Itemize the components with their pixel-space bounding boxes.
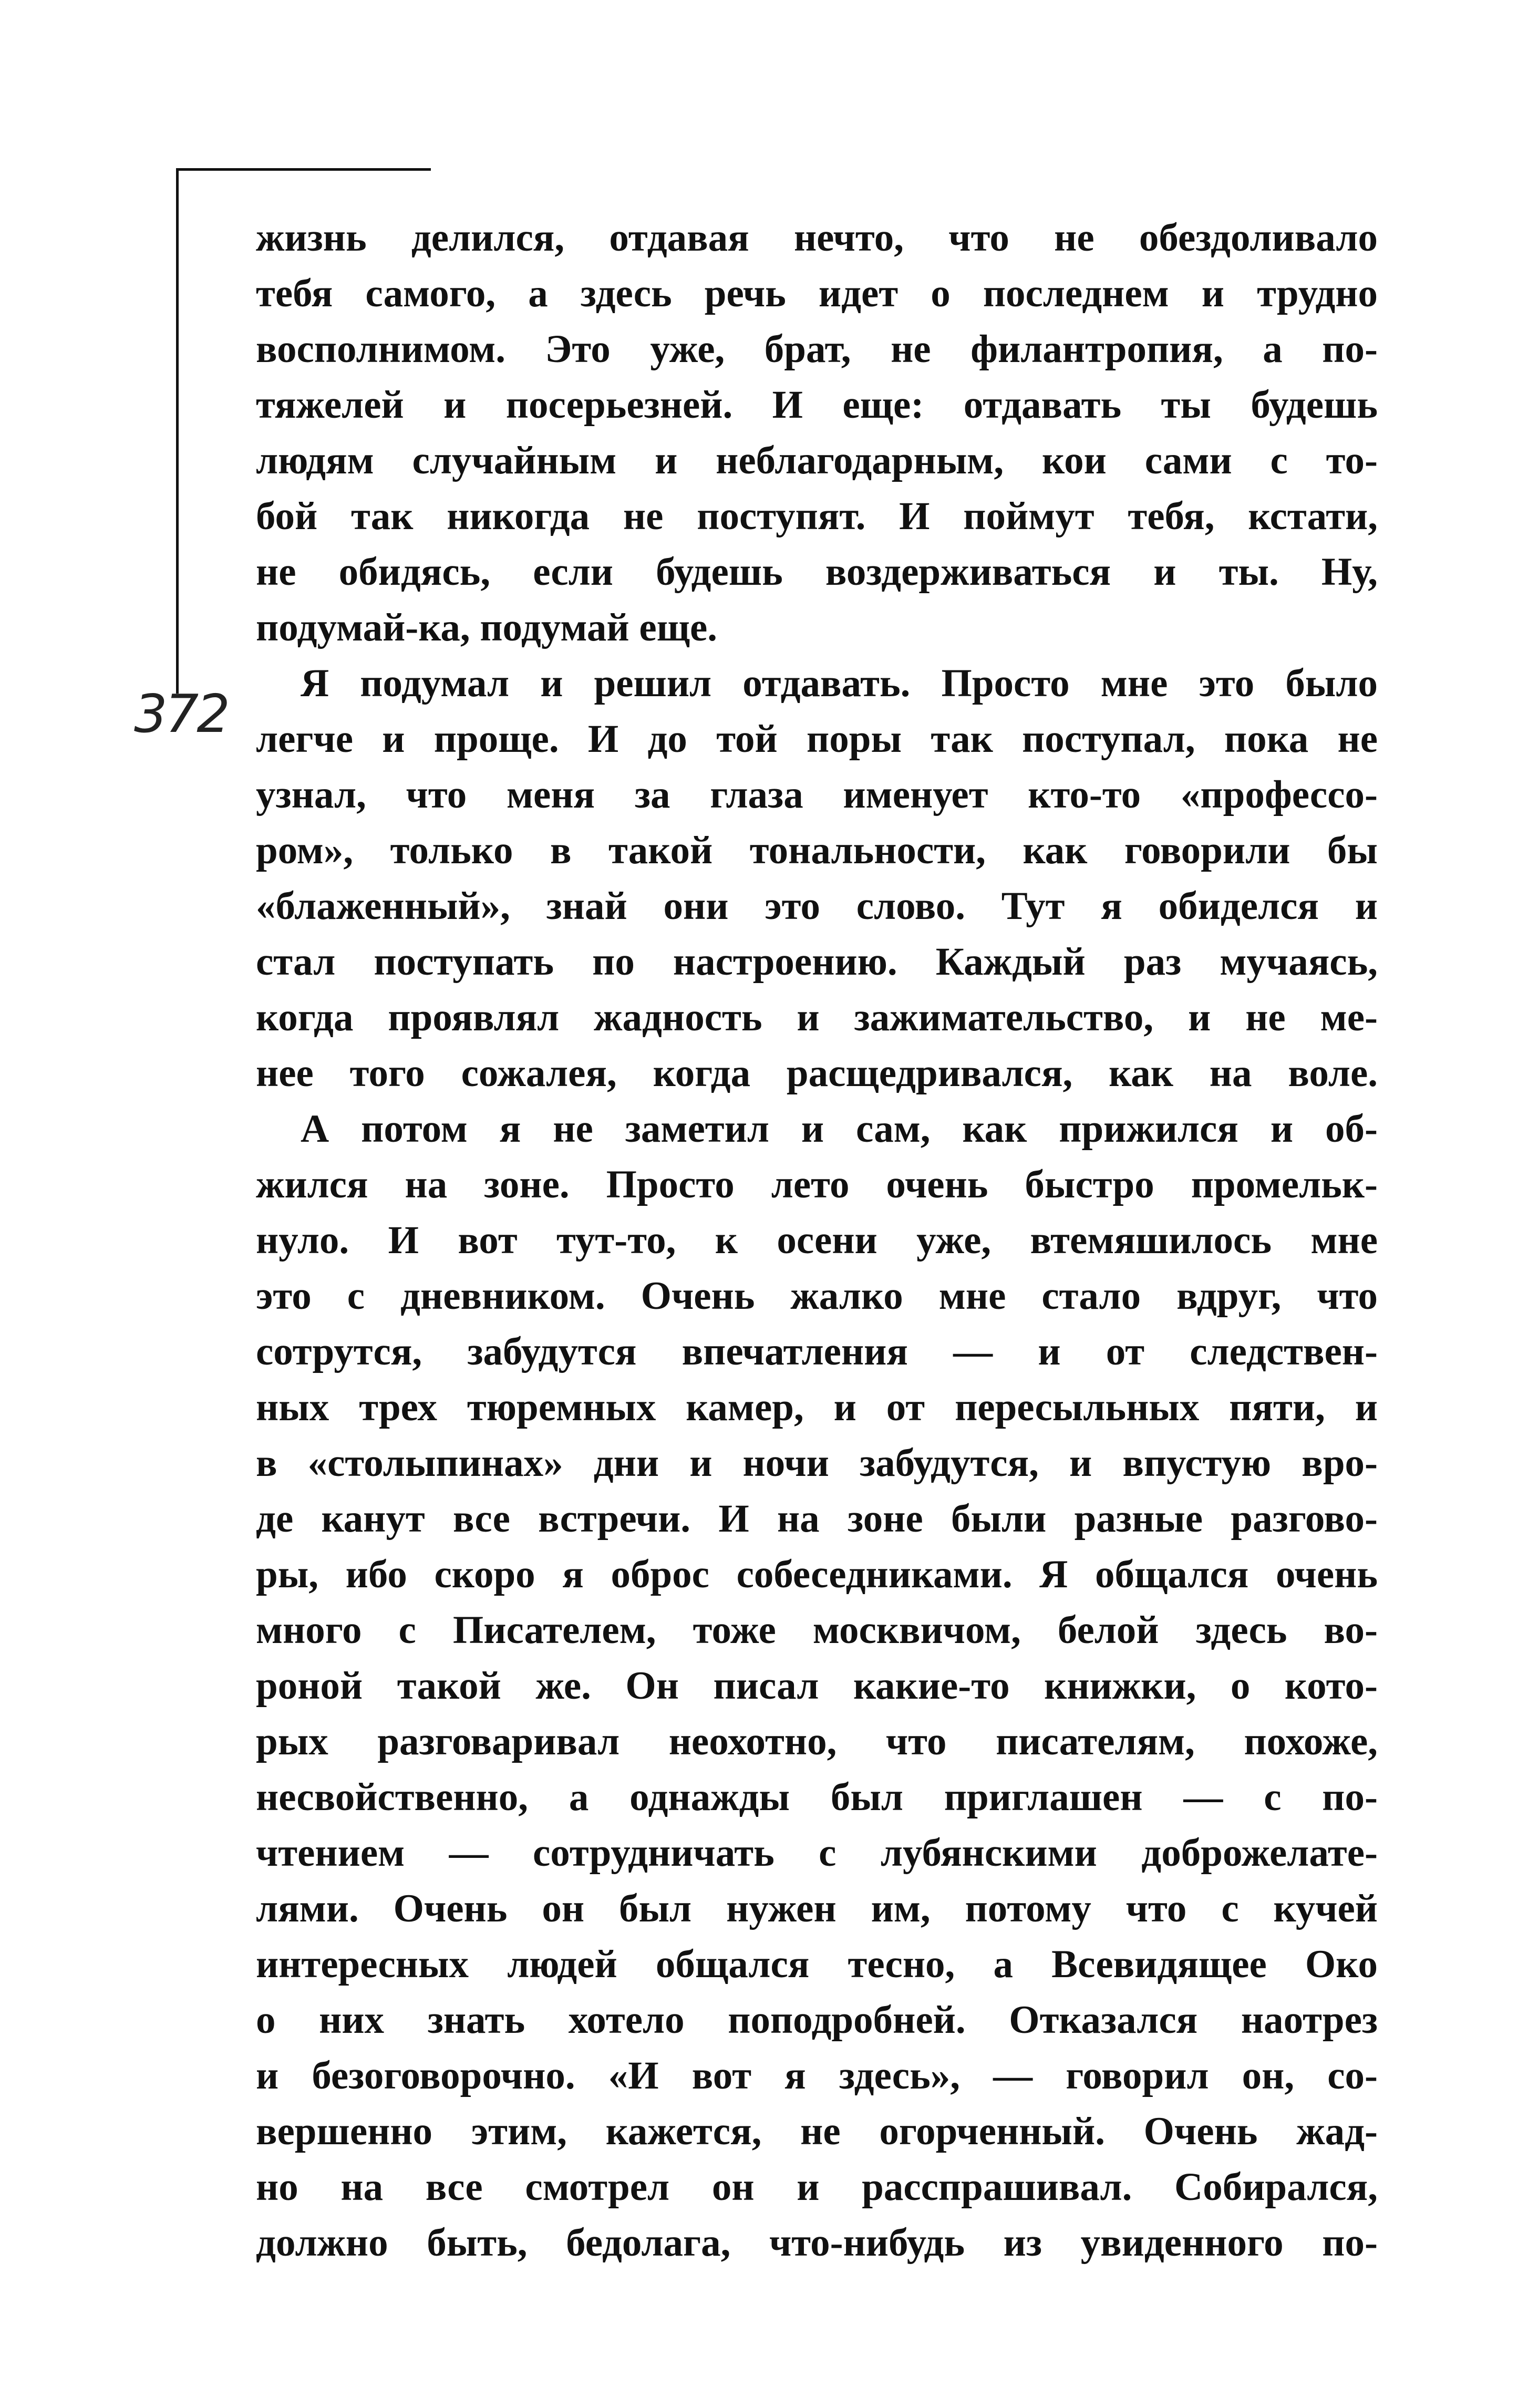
text-line: интересных людей общался тесно, а Всевидящее Око	[256, 1942, 1378, 1986]
text-line: узнал, что меня за глаза именует кто-то «профессо-	[256, 773, 1378, 817]
text-line: это с дневником. Очень жалко мне стало вдруг, что	[256, 1274, 1378, 1318]
text-line: «блаженный», знай они это слово. Тут я обиделся и	[256, 884, 1378, 928]
text-line: подумай-ка, подумай еще.	[256, 606, 718, 649]
text-line: вершенно этим, кажется, не огорченный. Очень жад-	[256, 2110, 1378, 2153]
text-line: сотрутся, забудутся впечатления — и от следствен-	[256, 1330, 1378, 1373]
text-line: но на все смотрел он и расспрашивал. Собирался,	[256, 2165, 1378, 2209]
text-line: нуло. И вот тут-то, к осени уже, втемяшилось мне	[256, 1218, 1378, 1262]
body-text	[256, 210, 1378, 2271]
text-line: Я подумал и решил отдавать. Просто мне это было	[301, 662, 1378, 705]
text-line: когда проявлял жадность и зажимательство, и не ме-	[256, 996, 1378, 1039]
text-line: бой так никогда не поступят. И поймут тебя, кстати,	[256, 494, 1378, 538]
text-line: легче и проще. И до той поры так поступал, пока не	[256, 717, 1378, 761]
text-line: восполнимом. Это уже, брат, не филантропия, а по-	[256, 327, 1378, 371]
text-line: тяжелей и посерьезней. И еще: отдавать ты будешь	[256, 383, 1378, 427]
text-line: жизнь делился, отдавая нечто, что не обездоливало	[256, 216, 1378, 260]
text-line: ром», только в такой тональности, как говорили бы	[256, 829, 1378, 872]
text-line: в «столыпинах» дни и ночи забудутся, и впустую вро-	[256, 1441, 1378, 1485]
text-line: жился на зоне. Просто лето очень быстро промельк-	[256, 1163, 1378, 1206]
text-line: и безоговорочно. «И вот я здесь», — говорил он, со-	[256, 2054, 1378, 2097]
text-line: ры, ибо скоро я оброс собеседниками. Я общался очень	[256, 1553, 1378, 1596]
text-line: много с Писателем, тоже москвичом, белой здесь во-	[256, 1608, 1378, 1652]
text-line: стал поступать по настроению. Каждый раз мучаясь,	[256, 940, 1378, 984]
handwritten-page-number: 372	[134, 683, 228, 745]
text-line: чтением — сотрудничать с лубянскими доброжелате-	[256, 1831, 1378, 1875]
text-line: роной такой же. Он писал какие-то книжки, о кото-	[256, 1664, 1378, 1708]
handwritten-bracket-side	[176, 168, 179, 694]
text-line: несвойственно, а однажды был приглашен — с по-	[256, 1775, 1378, 1819]
text-line: рых разговаривал неохотно, что писателям, похоже,	[256, 1720, 1378, 1763]
text-line: нее того сожалея, когда расщедривался, как на воле.	[256, 1051, 1378, 1095]
text-line: людям случайным и неблагодарным, кои сами с то-	[256, 439, 1378, 482]
handwritten-bracket-top	[176, 168, 431, 171]
text-line: де канут все встречи. И на зоне были разные разгово-	[256, 1497, 1378, 1541]
text-line: должно быть, бедолага, что-нибудь из увиденного по-	[256, 2221, 1378, 2265]
text-line: ных трех тюремных камер, и от пересыльных пяти, и	[256, 1386, 1378, 1429]
text-line: лями. Очень он был нужен им, потому что с кучей	[256, 1887, 1378, 1930]
text-line: тебя самого, а здесь речь идет о последнем и трудно	[256, 272, 1378, 315]
text-line: о них знать хотело поподробней. Отказался наотрез	[256, 1998, 1378, 2042]
text-line: А потом я не заметил и сам, как прижился и об-	[301, 1107, 1378, 1151]
text-line: не обидясь, если будешь воздерживаться и ты. Ну,	[256, 550, 1378, 594]
